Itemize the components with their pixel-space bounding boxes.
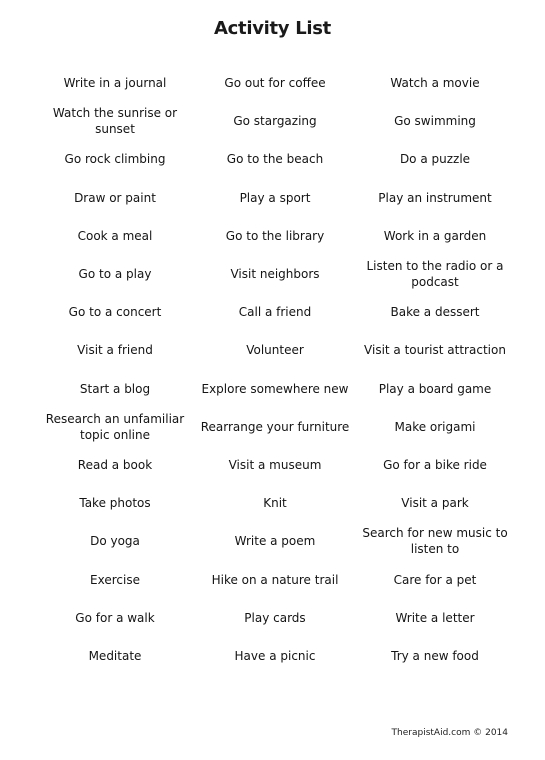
- activity-item: Watch a movie: [390, 76, 480, 91]
- activity-item: Go out for coffee: [224, 76, 326, 91]
- activity-grid: [35, 64, 515, 675]
- activity-item: Volunteer: [246, 343, 304, 358]
- activity-item: Visit a park: [401, 496, 469, 511]
- activity-item: Play a board game: [378, 381, 492, 396]
- activity-item: Go swimming: [394, 114, 476, 129]
- activity-item: Do a puzzle: [399, 152, 471, 167]
- activity-item: Write a letter: [395, 610, 475, 625]
- activity-item: Hike on a nature trail: [211, 572, 339, 587]
- activity-item: Go to a play: [78, 267, 152, 282]
- activity-item: Knit: [263, 496, 287, 511]
- activity-item: Cook a meal: [77, 228, 153, 243]
- activity-item: Exercise: [90, 572, 140, 587]
- activity-item: Try a new food: [391, 648, 479, 663]
- activity-item: Play an instrument: [378, 190, 492, 205]
- activity-item: Start a blog: [79, 381, 151, 396]
- activity-item: Listen to the radio or a podcast: [366, 259, 504, 290]
- activity-item: Read a book: [77, 457, 153, 472]
- activity-item: Meditate: [88, 648, 142, 663]
- activity-item: Research an unfamiliar topic online: [45, 411, 185, 442]
- activity-item: Visit a friend: [77, 343, 153, 358]
- activity-item: Search for new music to listen to: [362, 526, 508, 557]
- activity-item: Do yoga: [90, 534, 140, 549]
- activity-item: Visit a tourist attraction: [364, 343, 506, 358]
- activity-item: Draw or paint: [74, 190, 156, 205]
- activity-item: Rearrange your furniture: [200, 419, 350, 434]
- activity-item: Go for a walk: [75, 610, 155, 625]
- activity-item: Explore somewhere new: [201, 381, 349, 396]
- activity-item: Have a picnic: [234, 648, 316, 663]
- activity-item: Go rock climbing: [64, 152, 166, 167]
- activity-item: Write in a journal: [63, 76, 167, 91]
- activity-item: Play a sport: [239, 190, 311, 205]
- activity-item: Write a poem: [234, 534, 316, 549]
- activity-item: Go to the library: [225, 228, 325, 243]
- activity-item: Bake a dessert: [390, 305, 480, 320]
- activity-item: Go stargazing: [233, 114, 317, 129]
- activity-item: Work in a garden: [383, 228, 487, 243]
- activity-item: Take photos: [79, 496, 151, 511]
- activity-item: Watch the sunrise or sunset: [52, 106, 178, 137]
- copyright-footer: TherapistAid.com © 2014: [391, 728, 508, 738]
- activity-item: Visit neighbors: [230, 267, 320, 282]
- activity-item: Make origami: [394, 419, 476, 434]
- activity-item: Go to the beach: [226, 152, 324, 167]
- activity-item: Visit a museum: [228, 457, 322, 472]
- activity-item: Call a friend: [238, 305, 312, 320]
- activity-item: Go for a bike ride: [383, 457, 487, 472]
- page-title: Activity List: [214, 18, 331, 39]
- activity-item: Play cards: [244, 610, 306, 625]
- activity-item: Go to a concert: [68, 305, 162, 320]
- activity-item: Care for a pet: [393, 572, 477, 587]
